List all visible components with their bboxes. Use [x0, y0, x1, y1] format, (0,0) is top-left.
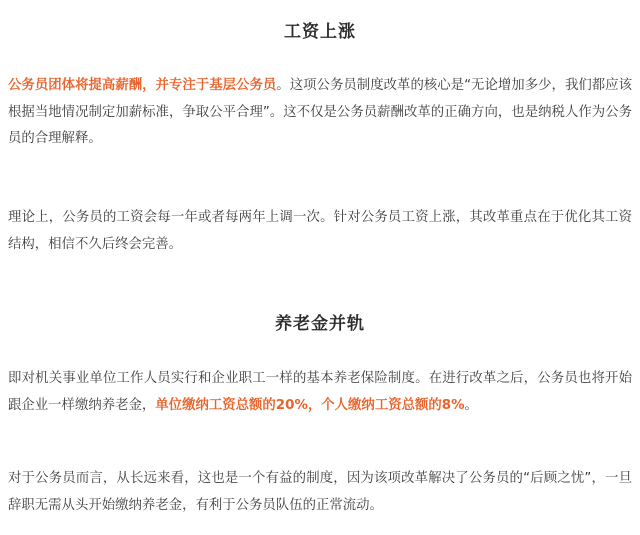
emphasis-contribution-rates: 单位缴纳工资总额的20%，个人缴纳工资总额的8% [155, 397, 465, 413]
paragraph-salary-intro [8, 73, 632, 153]
paragraph-text: 对于公务员而言，从长远来看，这也是一个有益的制度，因为该项改革解决了公务员的“后顾之忧”，一旦辞职无需从头开始缴纳养老金，有利于公务员队伍的正常流动。 [8, 471, 632, 513]
paragraph-pension-system [8, 366, 632, 419]
paragraph-pension-benefit [8, 466, 632, 519]
paragraph-text: 理论上，公务员的工资会每一年或者每两年上调一次。针对公务员工资上涨，其改革重点在于优化其工资结构，相信不久后终会完善。 [8, 210, 632, 252]
section-heading-pension [0, 313, 640, 335]
paragraph-text: 。这项公务员制度改革的核心是“无论增加多少，我们都应该根据当地情况制定加薪标准，争取公平合理”。这不仅是公务员薪酬改革的正确方向，也是纳税人作为公务员的合理解释。 [8, 78, 633, 146]
emphasis-lead: 公务员团体将提高薪酬，并专注于基层公务员 [8, 78, 277, 93]
section-heading-salary [0, 21, 640, 43]
paragraph-salary-theory [8, 205, 632, 258]
paragraph-text: 即对机关事业单位工作人员实行和企业职工一样的基本养老保险制度。在进行改革之后，公务员也将开始跟企业一样缴纳养老金， [8, 371, 632, 413]
paragraph-text-tail: 。 [464, 397, 478, 413]
heading-salary-raise: 工资上涨 [278, 21, 362, 43]
heading-pension-merge: 养老金并轨 [269, 313, 371, 335]
